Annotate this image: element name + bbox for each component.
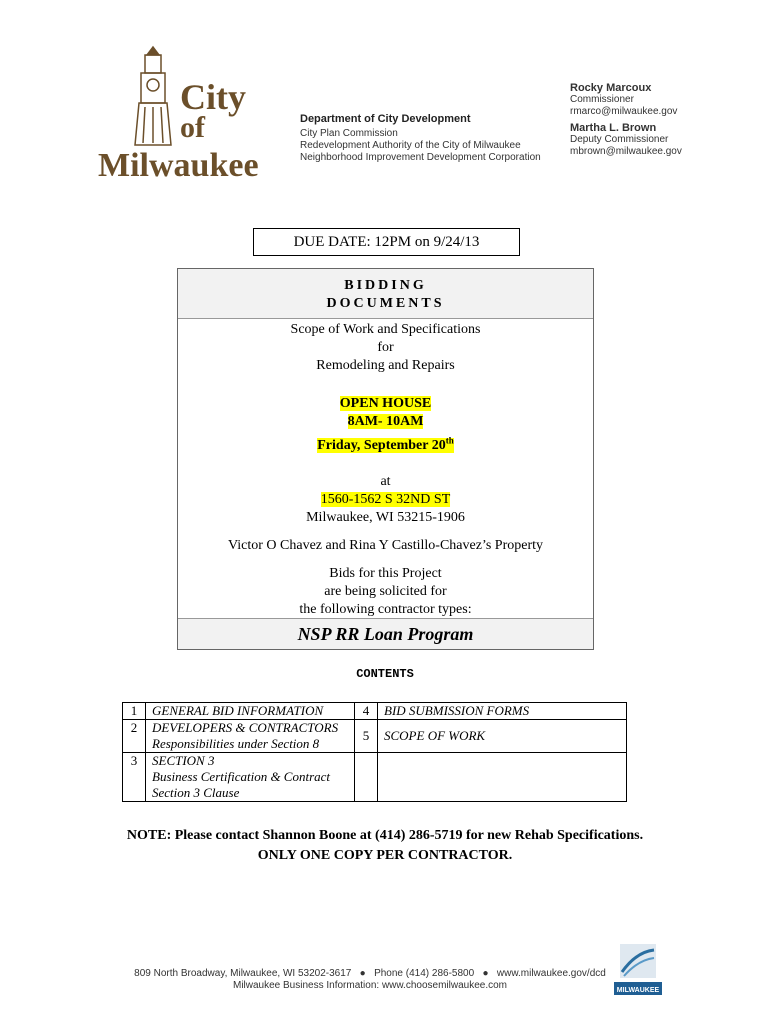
note-line: NOTE: Please contact Shannon Boone at (414) 286-5719 for new Rehab Specifications. bbox=[126, 828, 644, 843]
contents-item-line: Business Certification & Contract bbox=[152, 769, 331, 784]
bullet-icon: ● bbox=[359, 968, 366, 979]
contents-number: 4 bbox=[355, 703, 378, 720]
official-email: mbrown@milwaukee.gov bbox=[570, 146, 682, 157]
due-date-box: DUE DATE: 12PM on 9/24/13 bbox=[253, 228, 520, 256]
official-role: Deputy Commissioner bbox=[570, 134, 669, 145]
footer-address: 809 North Broadway, Milwaukee, WI 53202-3617 bbox=[134, 968, 352, 979]
milwaukee-logo-text: MILWAUKEE bbox=[616, 987, 660, 994]
logo-of-text: of bbox=[180, 111, 205, 145]
official-name: Rocky Marcoux bbox=[570, 82, 652, 94]
bidding-documents-box bbox=[177, 268, 594, 650]
contents-number: 5 bbox=[355, 720, 378, 753]
program-name: NSP RR Loan Program bbox=[178, 618, 593, 649]
open-house-date bbox=[317, 435, 454, 453]
officials-block bbox=[570, 82, 682, 162]
official-martha bbox=[570, 122, 682, 158]
contents-item bbox=[146, 720, 355, 753]
logo-milwaukee-text: Milwaukee bbox=[98, 147, 259, 184]
bids-line: the following contractor types: bbox=[299, 601, 472, 617]
bids-line: Bids for this Project bbox=[329, 565, 442, 581]
property-city: Milwaukee, WI 53215-1906 bbox=[306, 509, 465, 525]
contents-item bbox=[146, 753, 355, 802]
department-block bbox=[300, 113, 541, 164]
contents-heading: CONTENTS bbox=[356, 667, 414, 681]
footer-phone: Phone (414) 286-5800 bbox=[374, 968, 475, 979]
contents-number: 2 bbox=[123, 720, 146, 753]
contents-item: GENERAL BID INFORMATION bbox=[146, 703, 355, 720]
bullet-icon: ● bbox=[482, 968, 489, 979]
note-block bbox=[0, 826, 770, 866]
logo-city-text: City bbox=[180, 77, 246, 117]
official-email: rmarco@milwaukee.gov bbox=[570, 106, 678, 117]
bidding-body bbox=[178, 321, 593, 619]
contents-item: SCOPE OF WORK bbox=[378, 720, 627, 753]
contents-item-line: SECTION 3 bbox=[152, 753, 215, 768]
scope-line: Scope of Work and Specifications bbox=[290, 322, 481, 337]
open-house-date-text: Friday, September 20 bbox=[317, 437, 446, 453]
open-house-label: OPEN HOUSE bbox=[339, 396, 432, 411]
bidding-title-line1: BIDDING bbox=[344, 278, 427, 293]
official-name: Martha L. Brown bbox=[570, 122, 657, 134]
milwaukee-brand-logo bbox=[612, 942, 664, 997]
contents-number-empty bbox=[355, 753, 378, 802]
contents-item-line: Section 3 Clause bbox=[152, 785, 240, 800]
department-line: Redevelopment Authority of the City of Milwaukee bbox=[300, 140, 521, 151]
contents-item-line: Responsibilities under Section 8 bbox=[152, 736, 320, 751]
official-rocky bbox=[570, 82, 682, 118]
open-house-date-sup: th bbox=[445, 435, 454, 445]
location-at: at bbox=[380, 473, 391, 489]
contents-table bbox=[122, 702, 627, 802]
contents-item-line: DEVELOPERS & CONTRACTORS bbox=[152, 720, 339, 735]
property-address: 1560-1562 S 32ND ST bbox=[320, 491, 451, 507]
department-title: Department of City Development bbox=[300, 113, 471, 125]
department-line: City Plan Commission bbox=[300, 128, 398, 139]
bidding-header bbox=[178, 269, 593, 319]
official-role: Commissioner bbox=[570, 94, 634, 105]
scope-line: for bbox=[377, 340, 394, 355]
contents-item: BID SUBMISSION FORMS bbox=[378, 703, 627, 720]
contents-item-empty bbox=[378, 753, 627, 802]
bids-line: are being solicited for bbox=[324, 583, 447, 599]
bidding-title-line2: DOCUMENTS bbox=[326, 296, 445, 311]
contents-number: 3 bbox=[123, 753, 146, 802]
contents-number: 1 bbox=[123, 703, 146, 720]
note-line: ONLY ONE COPY PER CONTRACTOR. bbox=[257, 848, 513, 863]
footer-business-info: Milwaukee Business Information: www.choosemilwaukee.com bbox=[232, 980, 507, 991]
open-house-time: 8AM- 10AM bbox=[347, 414, 424, 429]
department-line: Neighborhood Improvement Development Corporation bbox=[300, 152, 541, 163]
scope-line: Remodeling and Repairs bbox=[316, 358, 455, 373]
property-owner: Victor O Chavez and Rina Y Castillo-Chavez’s Property bbox=[228, 537, 543, 553]
footer-web-link[interactable]: www.milwaukee.gov/dcd bbox=[496, 968, 606, 979]
city-of-milwaukee-wordmark bbox=[98, 77, 259, 184]
